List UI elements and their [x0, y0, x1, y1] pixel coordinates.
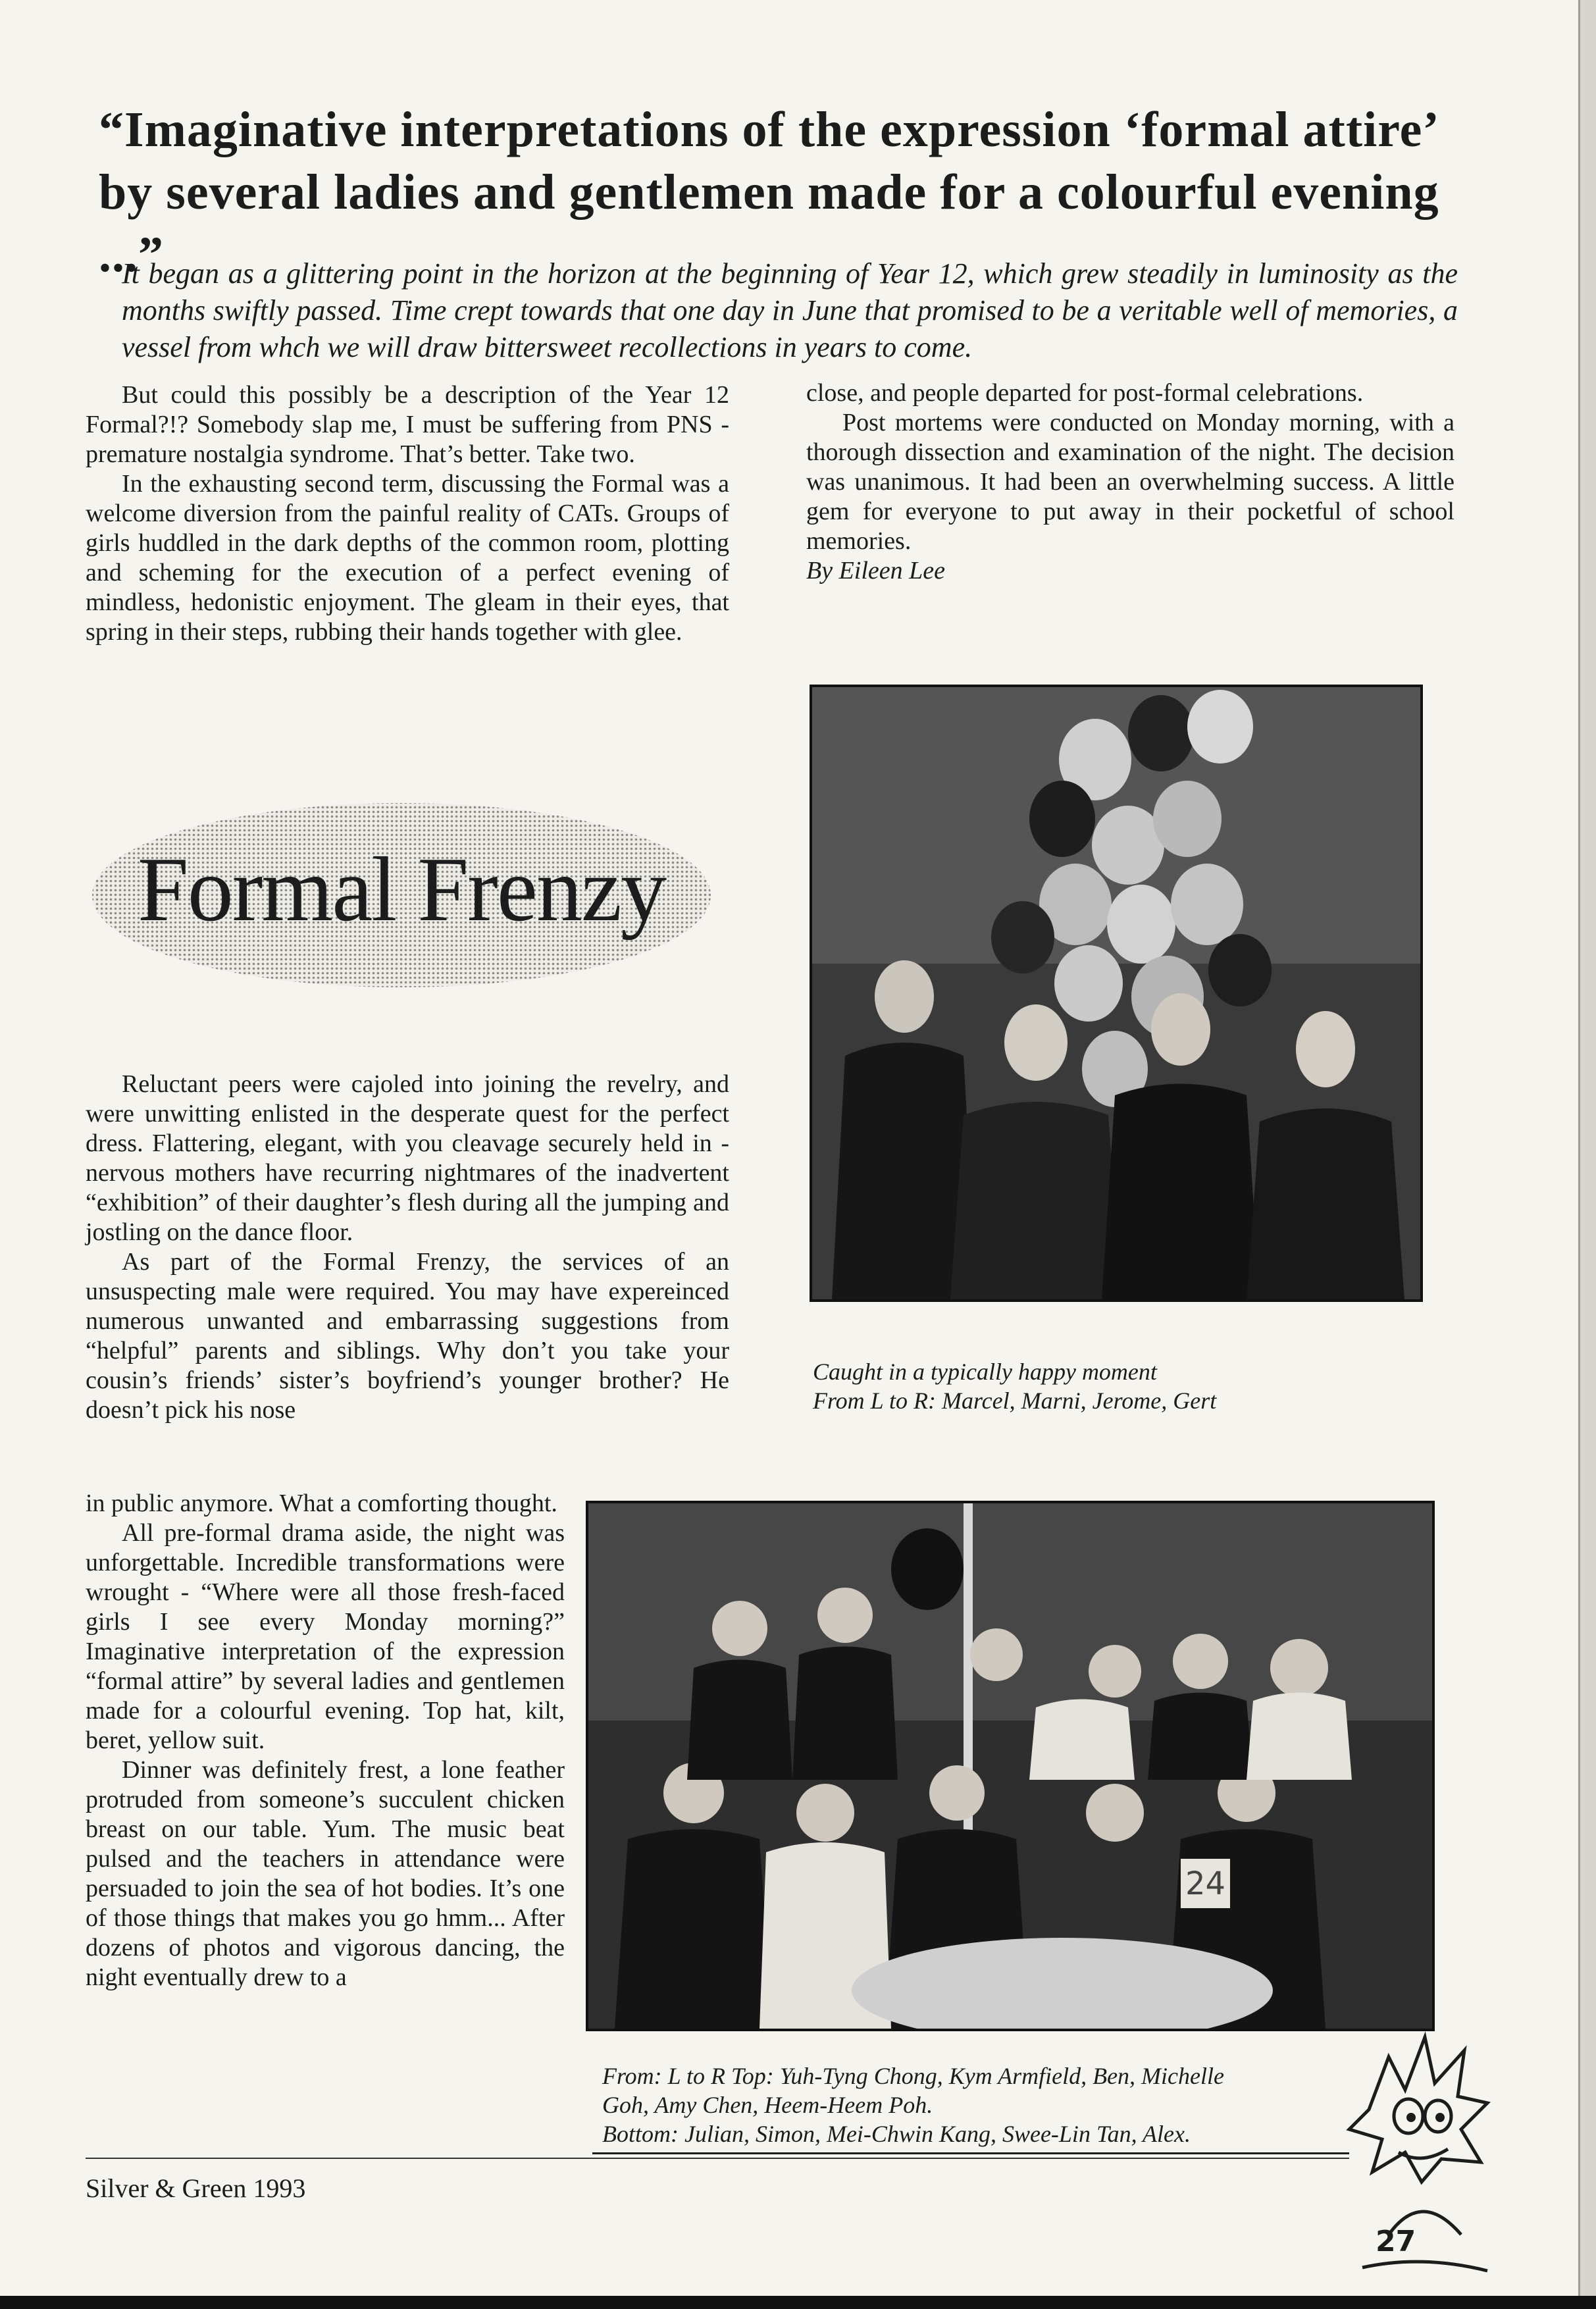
caption-line: From: L to R Top: Yuh-Tyng Chong, Kym Armfield, Ben, Michelle: [602, 2063, 1224, 2089]
photo-four-students: [810, 685, 1423, 1302]
intro-paragraph: It began as a glittering point in the horizon at the beginning of Year 12, which grew steadily in luminosity as the months swiftly passed. Time crept towards that one day in June that promised to be a veritable well of memories, a vessel from whch we will draw bittersweet recollections in years to come.: [122, 257, 1458, 363]
paragraph: Reluctant peers were cajoled into joining the revelry, and were unwitting enlisted in the desperate quest for the perfect dress. Flattering, elegant, with you cleavage securely held in - nervous mothers have recurring nightmares of the inadvertent “exhibition” of their daughter’s flesh during all the jumping and jostling on the dance floor.: [86, 1070, 729, 1246]
paragraph: But could this possibly be a description of the Year 12 Formal?!? Somebody slap me, I must be suffering from PNS - premature nostalgia syndrome. That’s better. Take two.: [86, 381, 729, 468]
narrow-column: [86, 1489, 565, 1992]
table-number-card: 24: [1185, 1865, 1226, 1902]
caption-line: Caught in a typically happy moment: [813, 1359, 1157, 1385]
photo-group-dinner-table: [586, 1501, 1435, 2031]
cartoon-mascot-icon: [1343, 2017, 1494, 2281]
left-column-top: [86, 380, 729, 647]
scan-edge: [0, 2296, 1596, 2309]
caption-line: Goh, Amy Chen, Heem-Heem Poh.: [602, 2092, 933, 2118]
paragraph: Dinner was definitely frest, a lone feather protruded from someone’s succulent chicken breast on our table. Yum. The music beat pulsed and the teachers in attendance were persuaded to join the sea of hot bodies. It’s one of those things that makes you go hmm... After dozens of photos and vigorous dancing, the night eventually drew to a: [86, 1756, 565, 1991]
paragraph: Post mortems were conducted on Monday morning, with a thorough dissection and examination of the night. The decision was unanimous. It had been an overwhelming success. A little gem for everyone to put away in their pocketful of school memories.: [806, 409, 1454, 555]
paragraph: As part of the Formal Frenzy, the services of an unsuspecting male were required. You may have expereinced numerous unwanted and embarrassing suggestions from “helpful” parents and siblings. Why don’t you take your cousin’s friends’ sister’s boyfriend’s younger brother? He doesn’t pick his nose: [86, 1248, 729, 1424]
paragraph: In the exhausting second term, discussing the Formal was a welcome diversion from the painful reality of CATs. Groups of girls huddled in the dark depths of the common room, plotting and scheming for the execution of a perfect evening of mindless, hedonistic enjoyment. The gleam in their eyes, that spring in their steps, rubbing their hands together with glee.: [86, 470, 729, 646]
caption-line: From L to R: Marcel, Marni, Jerome, Gert: [813, 1388, 1217, 1414]
photo2-caption: [602, 2062, 1359, 2148]
page-edge: [1578, 0, 1596, 2309]
headline: “Imaginative interpretations of the expression ‘formal attire’ by several ladies and gentlemen made for a colourful evening ...”: [99, 102, 1439, 282]
caption-line: Bottom: Julian, Simon, Mei-Chwin Kang, Swee-Lin Tan, Alex.: [602, 2121, 1191, 2147]
right-column: [806, 378, 1454, 586]
left-column-mid: [86, 1070, 729, 1425]
paragraph: All pre-formal drama aside, the night was unforgettable. Incredible transformations were wrought - “Where were all those fresh-faced girls I see every Monday morning?” Imaginative interpretation of the expression “formal attire” by several ladies and gentlemen made for a colourful evening. Top hat, kilt, beret, yellow suit.: [86, 1519, 565, 1754]
byline: By Eileen Lee: [806, 557, 946, 584]
footer-publication: Silver & Green 1993: [86, 2173, 306, 2203]
photo1-caption: [813, 1357, 1418, 1415]
banner-title: Formal Frenzy: [137, 839, 666, 941]
paragraph: close, and people departed for post-formal celebrations.: [806, 379, 1364, 407]
footer-rule: [86, 2158, 1349, 2159]
paragraph: in public anymore. What a comforting thought.: [86, 1490, 557, 1517]
page-number: 27: [1376, 2225, 1416, 2258]
formal-frenzy-banner: [86, 787, 717, 1004]
caption-rule: [592, 2152, 1349, 2154]
